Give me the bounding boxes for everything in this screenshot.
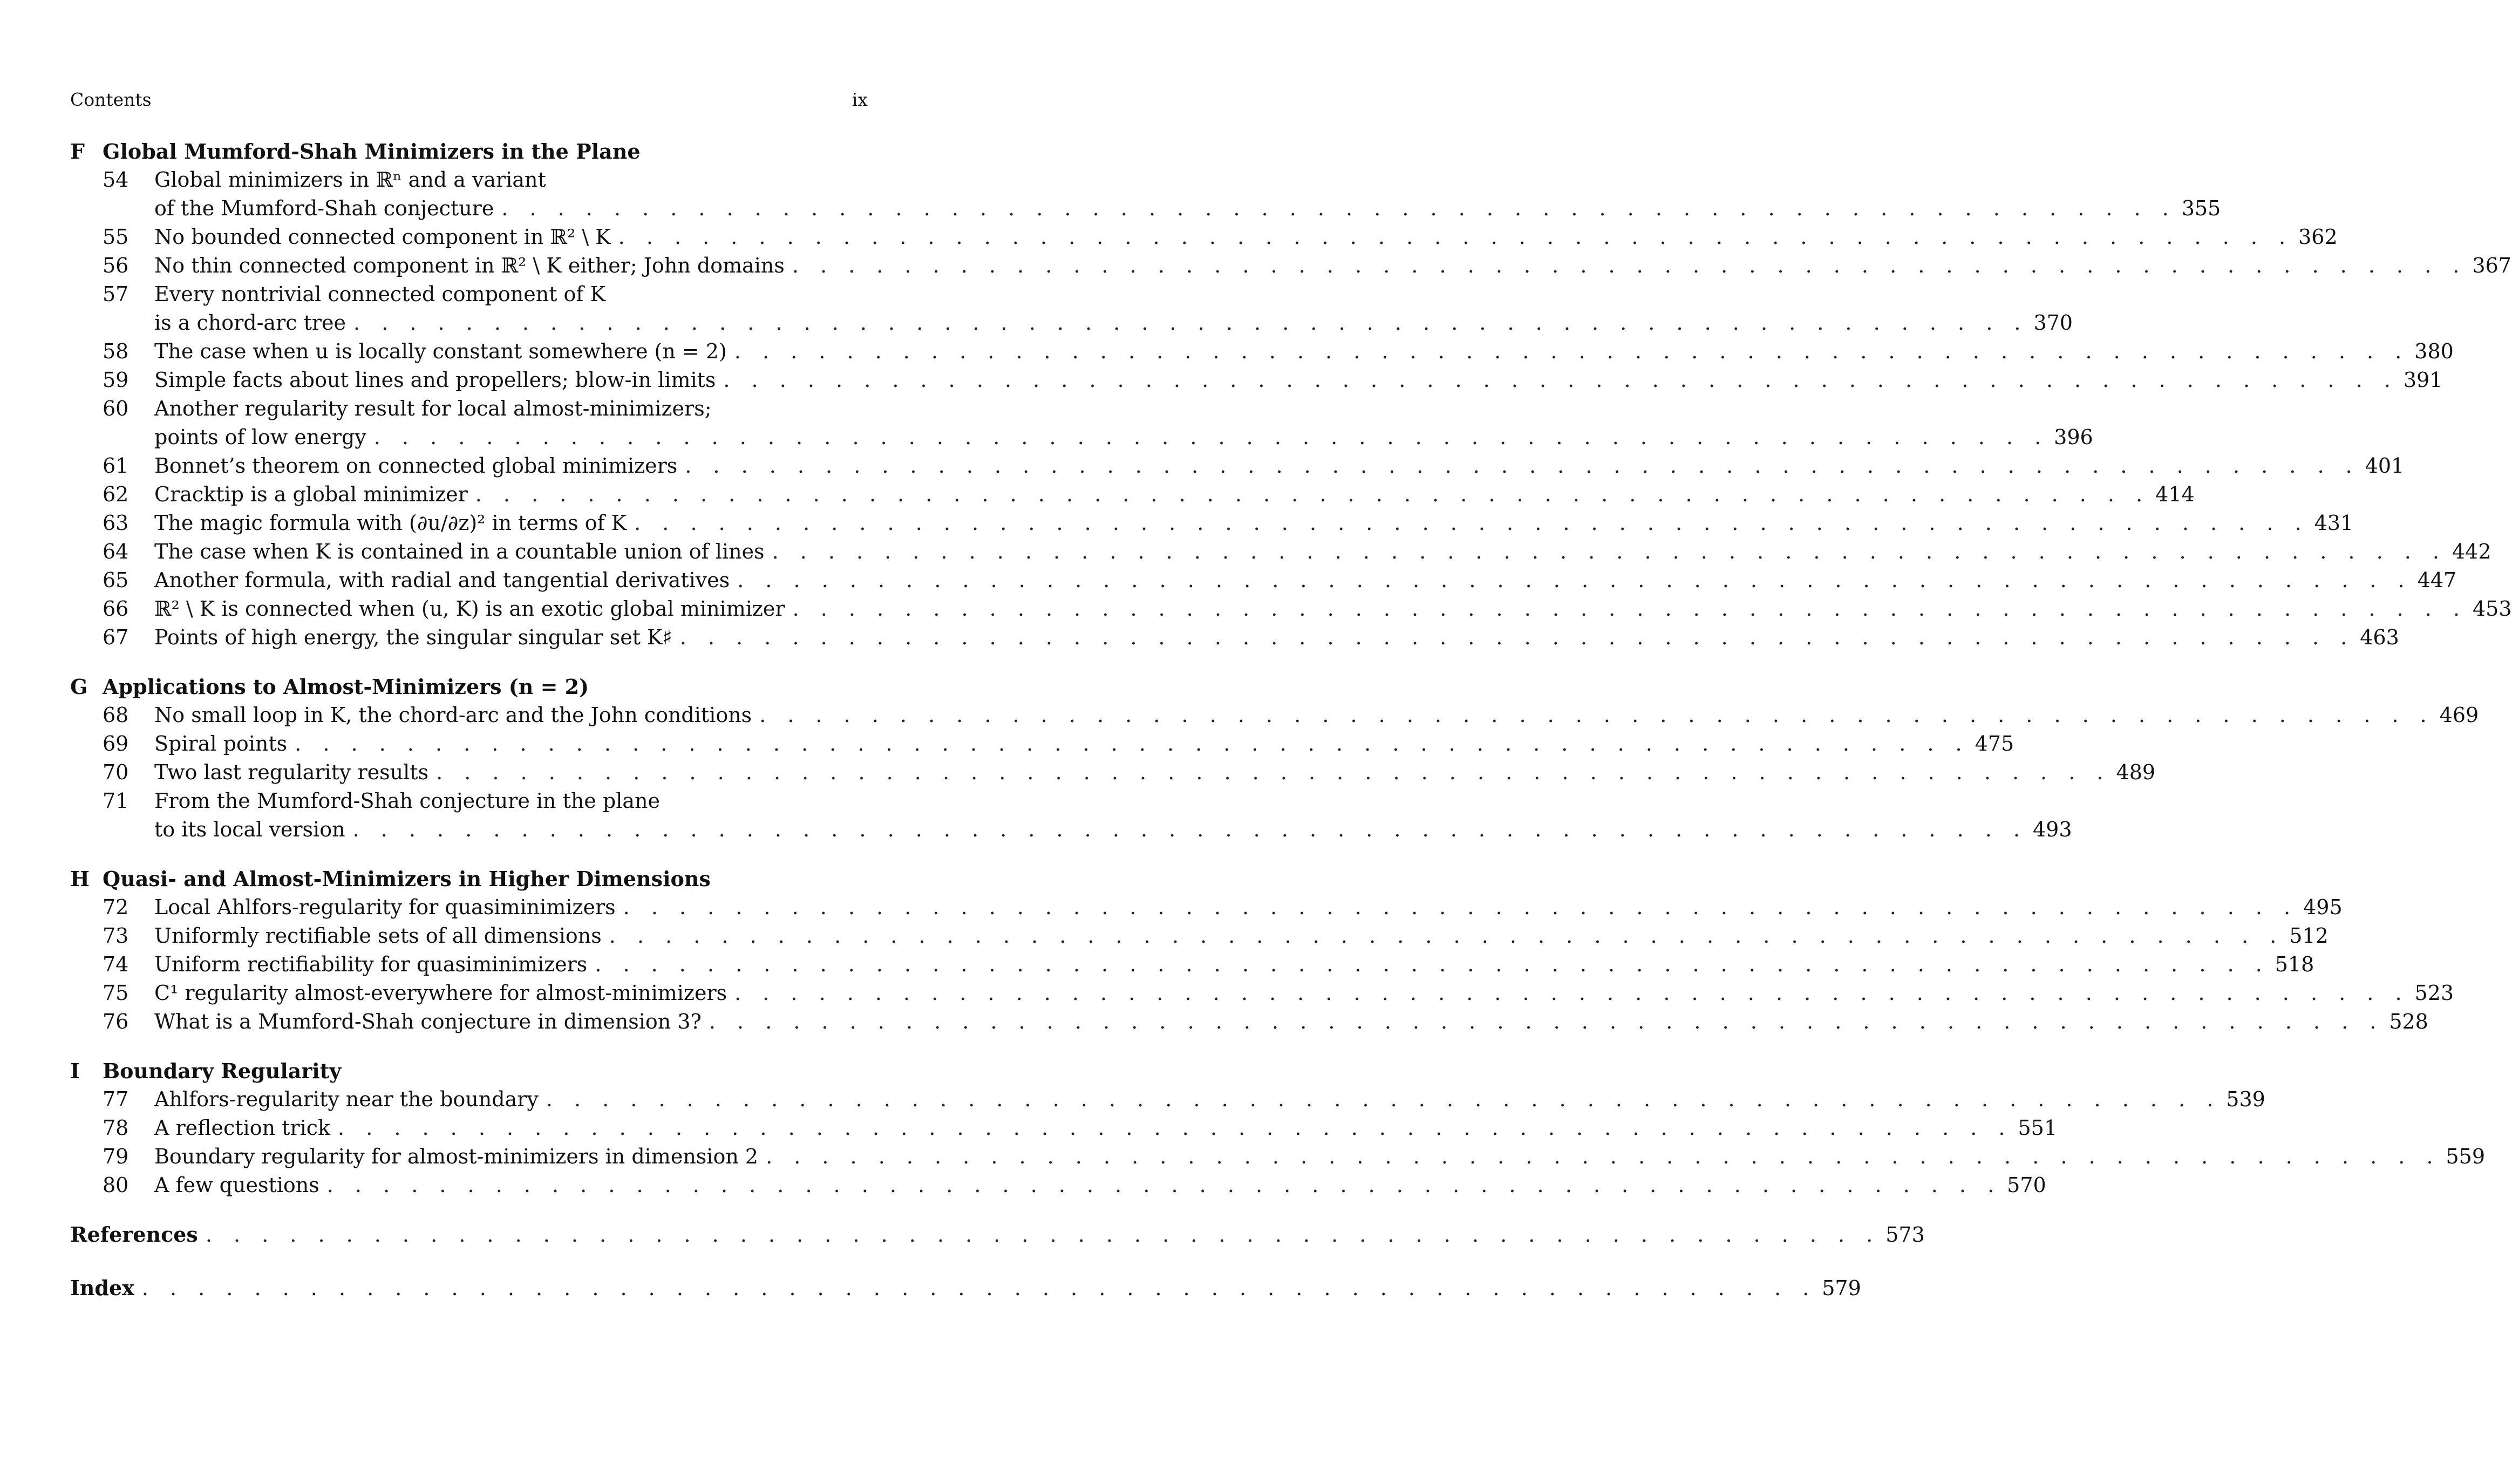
page-number: 370 (2033, 311, 2073, 335)
toc-entry[interactable] (70, 537, 2491, 566)
section-title-line: of the Mumford-Shah conjecture (154, 196, 494, 220)
toc-entry[interactable] (70, 166, 2221, 223)
toc-entry[interactable] (70, 566, 2457, 595)
toc-index-entry[interactable] (70, 1274, 1861, 1303)
leader-dots: . . . . . . . . . . . . . . . . . . . . . . . . . . . . . . . . . . . . . . . . . . . . . . . . . . . . . . . . . . . . (546, 1087, 2221, 1111)
part-letter: F (70, 139, 85, 164)
toc-entry[interactable] (70, 251, 2511, 280)
section-number: 71 (103, 789, 129, 813)
toc-entry[interactable] (70, 223, 2338, 251)
leader-dots: . . . . . . . . . . . . . . . . . . . . . . . . . . . . . . . . . . . . . . . . . . . . . . . . . . . . . . . . . . . . (475, 482, 2150, 506)
section-number: 64 (103, 540, 129, 563)
page-number: 447 (2417, 568, 2457, 592)
section-title-line: Points of high energy, the singular singular set K♯ (154, 625, 672, 649)
section-number: 78 (103, 1116, 129, 1140)
section-title-line: C¹ regularity almost-everywhere for almost-minimizers (154, 981, 727, 1005)
leader-dots: . . . . . . . . . . . . . . . . . . . . . . . . . . . . . . . . . . . . . . . . . . . . . . . . . . . . . . . . . . . . (772, 540, 2447, 563)
page-number: 489 (2116, 760, 2156, 784)
toc-entry[interactable] (70, 758, 2156, 787)
part-title: Global Mumford-Shah Minimizers in the Plane (103, 139, 641, 164)
running-header-page-number: ix (852, 89, 868, 110)
section-title-line: Local Ahlfors-regularity for quasiminimizers (154, 895, 616, 919)
leader-dots: . . . . . . . . . . . . . . . . . . . . . . . . . . . . . . . . . . . . . . . . . . . . . . . . . . . . . . . . . . . . (766, 1145, 2441, 1168)
section-title-line: ℝ² \ K is connected when (u, K) is an exotic global minimizer (154, 597, 785, 621)
toc-entry[interactable] (70, 394, 2093, 452)
toc-entry[interactable] (70, 280, 2073, 337)
section-number: 63 (103, 511, 129, 535)
toc-page (70, 89, 2512, 1327)
running-header (70, 89, 869, 110)
section-title-line: Uniformly rectifiable sets of all dimensions (154, 924, 602, 948)
page-number: 518 (2275, 952, 2314, 976)
section-number: 76 (103, 1010, 129, 1033)
section-number: 67 (103, 625, 129, 649)
part-heading[interactable] (70, 137, 869, 166)
toc-entry[interactable] (70, 730, 2014, 758)
part-heading[interactable] (70, 672, 869, 701)
section-number: 65 (103, 568, 129, 592)
toc-entry[interactable] (70, 979, 2454, 1008)
page-number: 539 (2226, 1087, 2265, 1111)
section-number: 70 (103, 760, 129, 784)
leader-dots: . . . . . . . . . . . . . . . . . . . . . . . . . . . . . . . . . . . . . . . . . . . . . . . . . . . . . . . . . . . . (618, 225, 2293, 249)
leader-dots: . . . . . . . . . . . . . . . . . . . . . . . . . . . . . . . . . . . . . . . . . . . . . . . . . . . . . . . . . . . . (685, 454, 2360, 478)
page-number: 380 (2414, 339, 2454, 363)
page-number: 570 (2007, 1173, 2046, 1197)
leader-dots: . . . . . . . . . . . . . . . . . . . . . . . . . . . . . . . . . . . . . . . . . . . . . . . . . . . . . . . . . . . . (326, 1173, 2002, 1197)
toc-part (70, 137, 2512, 652)
section-title-line: Uniform rectifiability for quasiminimizers (154, 952, 588, 976)
section-title-line: A reflection trick (154, 1116, 331, 1140)
page-number: 453 (2473, 597, 2512, 621)
section-title-line: The magic formula with (∂u/∂z)² in terms of K (154, 511, 627, 535)
section-title-line: The case when K is contained in a countable union of lines (154, 540, 765, 563)
toc-entry[interactable] (70, 1142, 2486, 1171)
page-number: 401 (2365, 454, 2405, 478)
page-number: 367 (2472, 254, 2511, 277)
toc-entry[interactable] (70, 1114, 2057, 1142)
part-title: Boundary Regularity (103, 1059, 342, 1083)
leader-dots: . . . . . . . . . . . . . . . . . . . . . . . . . . . . . . . . . . . . . . . . . . . . . . . . . . . . . . . . . . . . (792, 254, 2467, 277)
leader-dots: . . . . . . . . . . . . . . . . . . . . . . . . . . . . . . . . . . . . . . . . . . . . . . . . . . . . . . . . . . . . (634, 511, 2309, 535)
leader-dots: . . . . . . . . . . . . . . . . . . . . . . . . . . . . . . . . . . . . . . . . . . . . . . . . . . . . . . . . . . . . (737, 568, 2412, 592)
part-title: Quasi- and Almost-Minimizers in Higher Dimensions (103, 867, 711, 891)
section-title-line: From the Mumford-Shah conjecture in the plane (154, 789, 661, 813)
leader-dots: . . . . . . . . . . . . . . . . . . . . . . . . . . . . . . . . . . . . . . . . . . . . . . . . . . . . . . . . . . . . (734, 339, 2409, 363)
toc-references-entry[interactable] (70, 1220, 1925, 1249)
part-letter: G (70, 675, 88, 699)
part-letter: H (70, 867, 90, 891)
running-header-title: Contents (70, 89, 152, 110)
leader-dots: . . . . . . . . . . . . . . . . . . . . . . . . . . . . . . . . . . . . . . . . . . . . . . . . . . . . . . . . . . . . (595, 952, 2270, 976)
toc-part (70, 1057, 2486, 1200)
section-number: 80 (103, 1173, 129, 1197)
toc-entry[interactable] (70, 701, 2479, 730)
toc-entry[interactable] (70, 1085, 2265, 1114)
page-number: 391 (2403, 368, 2443, 392)
part-title: Applications to Almost-Minimizers (n = 2) (103, 675, 589, 699)
leader-dots: . . . . . . . . . . . . . . . . . . . . . . . . . . . . . . . . . . . . . . . . . . . . . . . . . . . . . . . . . . . . (205, 1223, 1881, 1247)
toc-part (70, 864, 2454, 1036)
toc-entry[interactable] (70, 893, 2343, 922)
section-number: 75 (103, 981, 129, 1005)
section-title-line: Ahlfors-regularity near the boundary (154, 1087, 539, 1111)
toc-entry[interactable] (70, 452, 2405, 480)
section-title-line: No small loop in K, the chord-arc and the John conditions (154, 703, 752, 727)
part-heading[interactable] (70, 864, 869, 893)
section-title-line: points of low energy (154, 425, 366, 449)
section-title-line: Spiral points (154, 732, 288, 755)
page-number: 512 (2289, 924, 2329, 948)
toc-entry[interactable] (70, 509, 2354, 537)
page-number: 396 (2054, 425, 2093, 449)
leader-dots: . . . . . . . . . . . . . . . . . . . . . . . . . . . . . . . . . . . . . . . . . . . . . . . . . . . . . . . . . . . . (141, 1276, 1817, 1300)
section-title-line: Simple facts about lines and propellers; blow-in limits (154, 368, 716, 392)
leader-dots: . . . . . . . . . . . . . . . . . . . . . . . . . . . . . . . . . . . . . . . . . . . . . . . . . . . . . . . . . . . . (679, 625, 2355, 649)
toc-entry[interactable] (70, 480, 2195, 509)
section-number: 79 (103, 1145, 129, 1168)
toc-entry[interactable] (70, 922, 2329, 950)
section-title-line: is a chord-arc tree (154, 311, 346, 335)
page-number: 414 (2155, 482, 2195, 506)
leader-dots: . . . . . . . . . . . . . . . . . . . . . . . . . . . . . . . . . . . . . . . . . . . . . . . . . . . . . . . . . . . . (501, 196, 2176, 220)
section-title-line: Bonnet’s theorem on connected global minimizers (154, 454, 678, 478)
toc-entry[interactable] (70, 366, 2443, 394)
leader-dots: . . . . . . . . . . . . . . . . . . . . . . . . . . . . . . . . . . . . . . . . . . . . . . . . . . . . . . . . . . . . (609, 924, 2284, 948)
section-title-line: Another formula, with radial and tangential derivatives (154, 568, 730, 592)
section-title-line: Boundary regularity for almost-minimizers in dimension 2 (154, 1145, 759, 1168)
leader-dots: . . . . . . . . . . . . . . . . . . . . . . . . . . . . . . . . . . . . . . . . . . . . . . . . . . . . . . . . . . . . (436, 760, 2111, 784)
toc-parts (70, 137, 2512, 1200)
references-page: 573 (1885, 1223, 1925, 1247)
section-number: 73 (103, 924, 129, 948)
toc-entry[interactable] (70, 337, 2454, 366)
section-number: 59 (103, 368, 129, 392)
page-number: 528 (2389, 1010, 2428, 1033)
section-title-line: The case when u is locally constant somewhere (n = 2) (154, 339, 727, 363)
index-page: 579 (1822, 1276, 1861, 1300)
toc-entry[interactable] (70, 950, 2314, 979)
leader-dots: . . . . . . . . . . . . . . . . . . . . . . . . . . . . . . . . . . . . . . . . . . . . . . . . . . . . . . . . . . . . (338, 1116, 2013, 1140)
leader-dots: . . . . . . . . . . . . . . . . . . . . . . . . . . . . . . . . . . . . . . . . . . . . . . . . . . . . . . . . . . . . (353, 311, 2028, 335)
leader-dots: . . . . . . . . . . . . . . . . . . . . . . . . . . . . . . . . . . . . . . . . . . . . . . . . . . . . . . . . . . . . (373, 425, 2049, 449)
section-number: 58 (103, 339, 129, 363)
leader-dots: . . . . . . . . . . . . . . . . . . . . . . . . . . . . . . . . . . . . . . . . . . . . . . . . . . . . . . . . . . . . (792, 597, 2467, 621)
section-number: 68 (103, 703, 129, 727)
section-title-line: Two last regularity results (154, 760, 429, 784)
section-number: 57 (103, 282, 129, 306)
section-number: 56 (103, 254, 129, 277)
section-title-line: to its local version (154, 818, 345, 841)
leader-dots: . . . . . . . . . . . . . . . . . . . . . . . . . . . . . . . . . . . . . . . . . . . . . . . . . . . . . . . . . . . . (734, 981, 2409, 1005)
references-label: References (70, 1222, 198, 1247)
index-label: Index (70, 1276, 134, 1300)
section-title-line: What is a Mumford-Shah conjecture in dimension 3? (154, 1010, 702, 1033)
leader-dots: . . . . . . . . . . . . . . . . . . . . . . . . . . . . . . . . . . . . . . . . . . . . . . . . . . . . . . . . . . . . (759, 703, 2434, 727)
section-number: 74 (103, 952, 129, 976)
section-number: 61 (103, 454, 129, 478)
section-title-line: Every nontrivial connected component of K (154, 282, 605, 306)
page-number: 559 (2446, 1145, 2486, 1168)
toc-entry[interactable] (70, 787, 2072, 844)
toc-entry[interactable] (70, 595, 2512, 623)
leader-dots: . . . . . . . . . . . . . . . . . . . . . . . . . . . . . . . . . . . . . . . . . . . . . . . . . . . . . . . . . . . . (723, 368, 2398, 392)
toc-part (70, 672, 2479, 844)
leader-dots: . . . . . . . . . . . . . . . . . . . . . . . . . . . . . . . . . . . . . . . . . . . . . . . . . . . . . . . . . . . . (623, 895, 2298, 919)
page-number: 355 (2181, 196, 2221, 220)
section-title-line: Another regularity result for local almost-minimizers; (154, 397, 712, 420)
leader-dots: . . . . . . . . . . . . . . . . . . . . . . . . . . . . . . . . . . . . . . . . . . . . . . . . . . . . . . . . . . . . (295, 732, 1970, 755)
page-number: 431 (2314, 511, 2354, 535)
section-title-line: A few questions (154, 1173, 319, 1197)
toc-entry[interactable] (70, 1008, 2428, 1036)
page-number: 442 (2452, 540, 2491, 563)
page-number: 523 (2414, 981, 2454, 1005)
leader-dots: . . . . . . . . . . . . . . . . . . . . . . . . . . . . . . . . . . . . . . . . . . . . . . . . . . . . . . . . . . . . (709, 1010, 2384, 1033)
section-number: 69 (103, 732, 129, 755)
section-number: 66 (103, 597, 129, 621)
section-title-line: Cracktip is a global minimizer (154, 482, 468, 506)
section-title-line: No thin connected component in ℝ² \ K either; John domains (154, 254, 785, 277)
toc-entry[interactable] (70, 1171, 2046, 1200)
section-number: 55 (103, 225, 129, 249)
leader-dots: . . . . . . . . . . . . . . . . . . . . . . . . . . . . . . . . . . . . . . . . . . . . . . . . . . . . . . . . . . . . (352, 818, 2027, 841)
section-title-line: No bounded connected component in ℝ² \ K (154, 225, 611, 249)
part-letter: I (70, 1059, 80, 1083)
page-number: 495 (2303, 895, 2343, 919)
page-number: 463 (2360, 625, 2399, 649)
section-number: 54 (103, 168, 129, 192)
section-number: 62 (103, 482, 129, 506)
page-number: 551 (2018, 1116, 2057, 1140)
page-number: 475 (1975, 732, 2014, 755)
toc-entry[interactable] (70, 623, 2399, 652)
section-number: 60 (103, 397, 129, 420)
page-number: 362 (2298, 225, 2338, 249)
page-number: 469 (2439, 703, 2479, 727)
part-heading[interactable] (70, 1057, 869, 1085)
section-number: 77 (103, 1087, 129, 1111)
section-title-line: Global minimizers in ℝⁿ and a variant (154, 168, 546, 192)
page-number: 493 (2032, 818, 2072, 841)
section-number: 72 (103, 895, 129, 919)
